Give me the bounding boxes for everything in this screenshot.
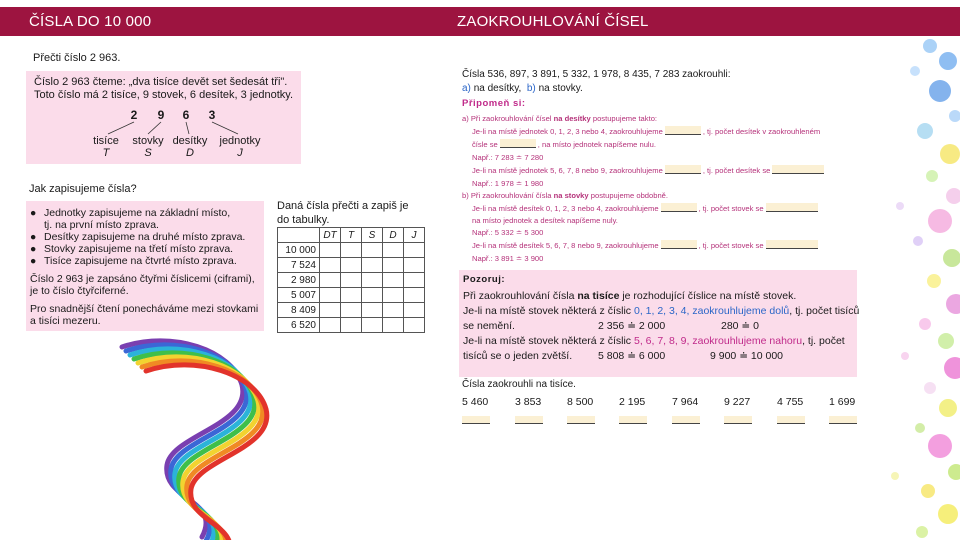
digit-tens: 6 <box>182 108 190 122</box>
notice-example-up-1: 5 808 ≐ 6 000 <box>598 350 666 362</box>
remember-a-heading: a) Při zaokrouhlování čísel na desítky postupujeme takto: <box>462 114 658 123</box>
table-cell[interactable] <box>383 318 404 333</box>
reading-line-2: Toto číslo má 2 tisíce, 9 stovek, 6 desítek, 3 jednotky. <box>34 89 294 101</box>
table-cell[interactable] <box>383 273 404 288</box>
place-units: jednotky <box>219 135 261 147</box>
table-cell[interactable] <box>404 258 425 273</box>
note-spacing: a tisíci mezeru. <box>30 315 101 327</box>
rule-item: ● Stovky zapisujeme na třetí místo zprava. <box>30 243 234 255</box>
read-number-title: Přečti číslo 2 963. <box>33 52 121 64</box>
fill-blank[interactable] <box>661 203 697 212</box>
abbr-tens: D <box>186 147 194 159</box>
table-header: J <box>404 228 425 243</box>
notice-line-4: Je-li na místě stovek některá z číslic 5, 6, 7, 8, 9, zaokrouhlujeme nahoru, tj. počet <box>463 335 845 347</box>
notice-example-down-1: 2 356 ≐ 2 000 <box>598 320 666 332</box>
table-cell[interactable] <box>341 288 362 303</box>
digit-thousands: 2 <box>130 108 138 122</box>
table-cell[interactable] <box>404 288 425 303</box>
remember-title: Připomeň si: <box>462 98 526 109</box>
notice-line-3: se nemění. <box>463 320 515 332</box>
table-cell[interactable] <box>341 273 362 288</box>
notice-title: Pozoruj: <box>463 274 505 285</box>
remember-b-example-2: Např.: 3 891 ≐ 3 900 <box>472 254 544 263</box>
answer-blank[interactable] <box>515 416 543 424</box>
answer-blank[interactable] <box>777 416 805 424</box>
table-header: S <box>362 228 383 243</box>
rule-item: ● Tisíce zapisujeme na čtvrté místo zprava. <box>30 255 237 267</box>
table-cell[interactable] <box>341 303 362 318</box>
exercise-number: 2 195 <box>619 396 646 408</box>
table-row <box>278 303 425 318</box>
fill-blank[interactable] <box>766 240 818 249</box>
rainbow-ribbon-decoration <box>112 325 272 540</box>
answer-blank[interactable] <box>724 416 752 424</box>
rounding-task-options: a) na desítky, b) na stovky. <box>462 83 583 94</box>
place-value-table <box>277 227 425 333</box>
table-header: T <box>341 228 362 243</box>
notice-line-5: tisíců se o jeden zvětší. <box>463 350 573 362</box>
table-cell[interactable] <box>320 303 341 318</box>
table-cell[interactable] <box>362 243 383 258</box>
rounding-task: Čísla 536, 897, 3 891, 5 332, 1 978, 8 435, 7 283 zaokrouhli: <box>462 69 731 80</box>
writing-rules-box <box>26 201 264 331</box>
note-four-digit: je to číslo čtyřciferné. <box>30 285 129 297</box>
exercise-number: 5 460 <box>462 396 489 408</box>
abbr-hundreds: S <box>144 147 152 159</box>
exercise-number: 3 853 <box>515 396 542 408</box>
table-cell[interactable] <box>362 258 383 273</box>
table-caption: Daná čísla přečti a zapiš je do tabulky. <box>277 200 409 226</box>
header-title-right: ZAOKROUHLOVÁNÍ ČÍSEL <box>457 13 649 30</box>
notice-line-2: Je-li na místě stovek některá z číslic 0, 1, 2, 3, 4, zaokrouhlujeme dolů, tj. počet tisíců <box>463 305 860 317</box>
table-row <box>278 288 425 303</box>
notice-line-1: Při zaokrouhlování čísla na tisíce je rozhodující číslice na místě stovek. <box>463 290 797 302</box>
note-four-digit: Číslo 2 963 je zapsáno čtyřmi číslicemi (ciframi), <box>30 273 255 285</box>
fill-blank[interactable] <box>665 126 701 135</box>
remember-a-example-1: Např.: 7 283 ≐ 7 280 <box>472 153 544 162</box>
table-cell[interactable] <box>320 318 341 333</box>
exercise-number: 8 500 <box>567 396 594 408</box>
table-cell[interactable] <box>341 258 362 273</box>
table-cell[interactable] <box>341 318 362 333</box>
rule-item: ● Desítky zapisujeme na druhé místo zprava. <box>30 231 246 243</box>
table-cell[interactable] <box>383 288 404 303</box>
exercise-number: 7 964 <box>672 396 699 408</box>
fill-blank[interactable] <box>766 203 818 212</box>
place-thousands: tisíce <box>93 135 119 147</box>
bokeh-decoration <box>870 36 960 540</box>
table-cell[interactable] <box>362 273 383 288</box>
answer-blank[interactable] <box>462 416 490 424</box>
table-cell[interactable] <box>320 258 341 273</box>
header-title-left: ČÍSLA DO 10 000 <box>29 13 152 30</box>
digit-units: 3 <box>208 108 216 122</box>
table-cell[interactable] <box>362 303 383 318</box>
table-cell[interactable] <box>320 288 341 303</box>
table-header: DT <box>320 228 341 243</box>
exercise-number: 1 699 <box>829 396 856 408</box>
remember-a-example-2: Např.: 1 978 ≐ 1 980 <box>472 179 544 188</box>
number-reading-box <box>26 71 301 164</box>
table-cell[interactable] <box>362 288 383 303</box>
table-number: 7 524 <box>278 258 320 273</box>
fill-blank[interactable] <box>772 165 824 174</box>
table-number: 10 000 <box>278 243 320 258</box>
writing-title: Jak zapisujeme čísla? <box>29 183 137 195</box>
table-cell[interactable] <box>404 303 425 318</box>
answer-blank[interactable] <box>567 416 595 424</box>
table-cell[interactable] <box>320 243 341 258</box>
remember-b-rule-1: Je-li na místě desítek 0, 1, 2, 3 nebo 4, zaokrouhlujeme , tj. počet stovek se <box>472 203 820 215</box>
fill-blank[interactable] <box>661 240 697 249</box>
answer-blank[interactable] <box>619 416 647 424</box>
table-cell[interactable] <box>383 243 404 258</box>
fill-blank[interactable] <box>665 165 701 174</box>
table-row <box>278 258 425 273</box>
rule-item: tj. na první místo zprava. <box>44 219 159 231</box>
table-cell[interactable] <box>341 243 362 258</box>
remember-b-example-1: Např.: 5 332 ≐ 5 300 <box>472 228 544 237</box>
table-cell[interactable] <box>404 273 425 288</box>
table-cell[interactable] <box>404 243 425 258</box>
answer-blank[interactable] <box>672 416 700 424</box>
remember-b-rule-2: Je-li na místě desítek 5, 6, 7, 8 nebo 9, zaokrouhlujeme , tj. počet stovek se <box>472 240 820 252</box>
table-header: D <box>383 228 404 243</box>
exercise-number: 9 227 <box>724 396 751 408</box>
notice-example-up-2: 9 900 ≐ 10 000 <box>710 350 784 362</box>
table-cell[interactable] <box>404 318 425 333</box>
notice-box <box>459 270 860 377</box>
place-tens: desítky <box>172 135 208 147</box>
fill-blank[interactable] <box>500 139 536 148</box>
table-number: 8 409 <box>278 303 320 318</box>
table-corner <box>278 228 320 243</box>
remember-b-heading: b) Při zaokrouhlování čísla na stovky postupujeme obdobně. <box>462 191 669 200</box>
remember-b-rule-1b: na místo jednotek a desítek napíšeme nuly. <box>472 216 618 225</box>
table-number: 5 007 <box>278 288 320 303</box>
remember-a-rule-2: Je-li na místě jednotek 5, 6, 7, 8 nebo 9, zaokrouhlujeme , tj. počet desítek se <box>472 165 826 177</box>
notice-example-down-2: 280 ≐ 0 <box>721 320 759 332</box>
table-row <box>278 318 425 333</box>
table-row <box>278 273 425 288</box>
reading-line-1: Číslo 2 963 čteme: „dva tisíce devět set šedesát tři". <box>34 76 288 88</box>
exercise-number: 4 755 <box>777 396 804 408</box>
table-cell[interactable] <box>383 303 404 318</box>
note-spacing: Pro snadnější čtení ponecháváme mezi stovkami <box>30 303 259 315</box>
table-row <box>278 243 425 258</box>
round-thousands-title: Čísla zaokrouhli na tisíce. <box>462 379 576 390</box>
digit-hundreds: 9 <box>157 108 165 122</box>
remember-a-rule-1b: čísle se , na místo jednotek napíšeme nulu. <box>472 140 656 149</box>
rule-item: ● Jednotky zapisujeme na základní místo, <box>30 207 231 219</box>
table-number: 2 980 <box>278 273 320 288</box>
abbr-units: J <box>237 147 243 159</box>
place-hundreds: stovky <box>132 135 164 147</box>
answer-blank[interactable] <box>829 416 857 424</box>
table-number: 6 520 <box>278 318 320 333</box>
remember-a-rule-1: Je-li na místě jednotek 0, 1, 2, 3 nebo 4, zaokrouhlujeme , tj. počet desítek v zaokrouhleném <box>472 127 821 136</box>
table-cell[interactable] <box>383 258 404 273</box>
header-bar <box>0 7 960 36</box>
table-cell[interactable] <box>362 318 383 333</box>
abbr-thousands: T <box>102 147 110 159</box>
table-cell[interactable] <box>320 273 341 288</box>
